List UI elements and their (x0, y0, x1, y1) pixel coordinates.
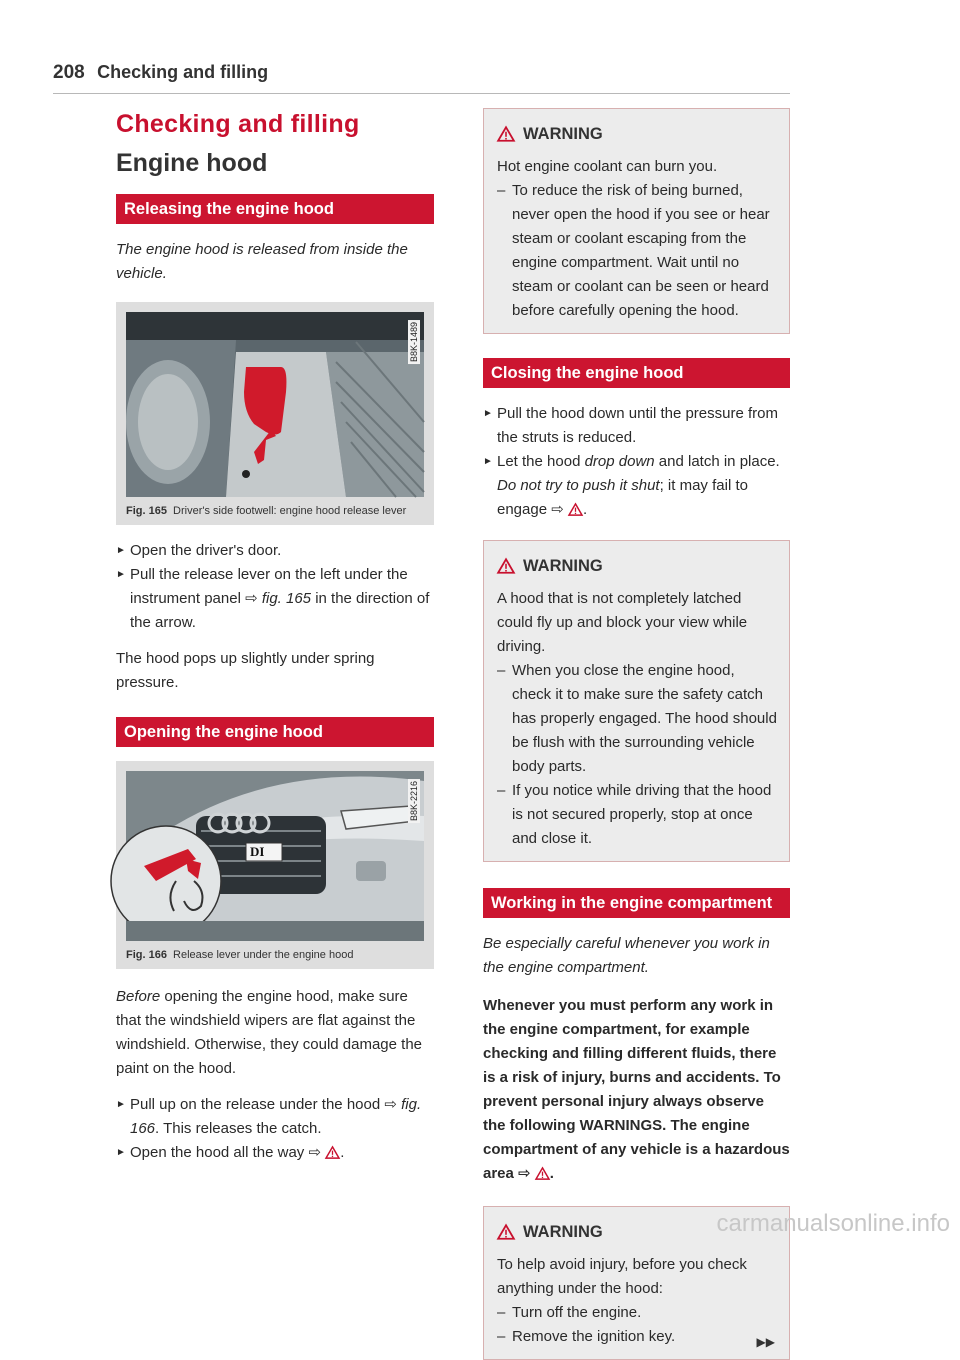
heading-releasing-hood: Releasing the engine hood (116, 194, 434, 224)
warning-box-latch (483, 540, 790, 862)
figure-166 (116, 761, 434, 969)
figure-ref-link[interactable]: ⇨ fig. 165 (245, 590, 312, 607)
warning-title: WARNING (523, 556, 603, 575)
continue-arrow-icon: ▶▶ (756, 1335, 775, 1349)
warning-box-coolant (483, 108, 790, 334)
list-item: – When you close the engine hood, check it to make sure the safety catch has properly engaged. The hood should be flush with the surrounding vehicle body parts. (497, 662, 777, 775)
figure-caption-text: Release lever under the engine hood (173, 949, 354, 961)
heading-opening-hood: Opening the engine hood (116, 717, 434, 747)
figure-caption-text: Driver's side footwell: engine hood release lever (173, 505, 407, 517)
warning-icon[interactable] (568, 503, 583, 516)
list-item: – Remove the ignition key. (497, 1328, 676, 1345)
left-column (116, 96, 434, 1165)
page-header (53, 62, 790, 94)
page-number: 208 (53, 62, 85, 83)
list-item: ► Let the hood drop down and latch in place. Do not try to push it shut; it may fail to engage ⇨ . (483, 453, 780, 518)
list-item: – If you notice while driving that the hood is not secured properly, stop at once and close it. (497, 782, 772, 847)
warning-title: WARNING (523, 124, 603, 143)
right-column (483, 108, 790, 1360)
car-front-illustration (126, 771, 424, 941)
warning-icon[interactable] (325, 1146, 340, 1159)
figure-caption (126, 941, 424, 969)
car-front-image (126, 771, 424, 941)
chapter-title: Checking and filling (116, 110, 360, 138)
footwell-illustration (126, 312, 424, 497)
list-item: ► Pull up on the release under the hood ⇨ fig. 166. This releases the catch. (116, 1096, 422, 1137)
release-intro: The engine hood is released from inside the vehicle. (116, 241, 408, 282)
warning-text: To help avoid injury, before you check anything under the hood: (497, 1256, 747, 1297)
car-badge: DI (250, 844, 265, 859)
warning-title: WARNING (523, 1222, 603, 1241)
compartment-bold-paragraph: Whenever you must perform any work in the engine compartment, for example checking and filling different fluids, there is a risk of injury, burns and accidents. To prevent personal injury always observe the following WARNINGS. The engine compartment of any vehicle is a hazardous area ⇨ . (483, 997, 790, 1182)
warning-icon (497, 1224, 515, 1240)
warning-icon[interactable] (535, 1167, 550, 1180)
footwell-image (126, 312, 424, 497)
list-item: ► Open the driver's door. (116, 542, 282, 559)
paragraph: Before opening the engine hood, make sure that the windshield wipers are flat against the windshield. Otherwise, they could damage the paint on the hood. (116, 988, 423, 1077)
list-item: – Turn off the engine. (497, 1304, 642, 1321)
list-item: ► Open the hood all the way ⇨ . (116, 1144, 345, 1161)
list-item: ► Pull the release lever on the left under the instrument panel ⇨ fig. 165 in the direction of the arrow. (116, 566, 430, 631)
figure-label: Fig. 165 (126, 505, 167, 517)
warning-icon (497, 126, 515, 142)
list-item: – To reduce the risk of being burned, never open the hood if you see or hear steam or coolant escaping from the engine compartment. Wait until no steam or coolant can be seen or heard before carefully opening the hood. (497, 182, 770, 319)
figure-label: Fig. 166 (126, 949, 167, 961)
figure-165 (116, 302, 434, 525)
list-item: ► Pull the hood down until the pressure from the struts is reduced. (483, 405, 778, 446)
heading-closing-hood: Closing the engine hood (483, 358, 790, 388)
warning-text: A hood that is not completely latched could fly up and block your view while driving. (497, 590, 748, 655)
paragraph: The hood pops up slightly under spring pressure. (116, 650, 375, 691)
section-title: Engine hood (116, 149, 268, 177)
warning-text: Hot engine coolant can burn you. (497, 158, 718, 175)
watermark: carmanualsonline.info (716, 1210, 950, 1237)
warning-icon (497, 558, 515, 574)
figure-code: B8K-1489 (409, 322, 419, 363)
figure-caption (126, 497, 424, 525)
compartment-intro: Be especially careful whenever you work in the engine compartment. (483, 935, 770, 976)
heading-engine-compartment: Working in the engine compartment (483, 888, 790, 918)
figure-code: B8K-2216 (409, 781, 419, 822)
figure-ref-link[interactable]: ⇨ fig. 166 (130, 1096, 422, 1137)
running-section-title: Checking and filling (97, 62, 269, 82)
